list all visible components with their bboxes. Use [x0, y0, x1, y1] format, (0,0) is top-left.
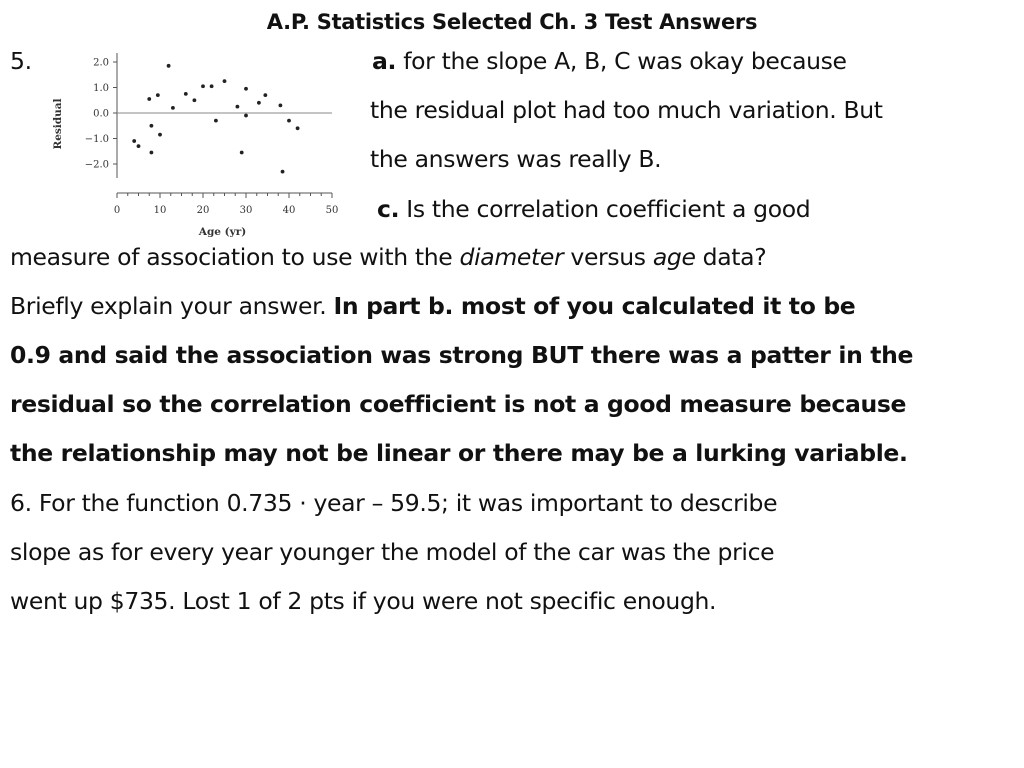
residual-plot: [40, 44, 355, 244]
y-axis-title: Residual: [52, 98, 64, 150]
part-a-line-3: the answers was really B.: [370, 145, 662, 173]
part-a-line-1: [372, 46, 847, 76]
answer-bold-line-2: residual so the correlation coefficient is not a good measure because: [10, 390, 907, 418]
data-point: [156, 93, 160, 97]
data-point: [236, 105, 240, 109]
question-6-line-3: went up $735. Lost 1 of 2 pts if you were not specific enough.: [10, 587, 717, 615]
data-point: [167, 64, 171, 68]
part-c-line-2: [10, 242, 766, 272]
part-c-line-1: [377, 194, 810, 224]
data-point: [214, 119, 218, 123]
data-point: [193, 98, 197, 102]
y-tick-label: −1.0: [84, 134, 109, 145]
part-c-text-3a: Briefly explain your answer.: [10, 292, 334, 320]
data-point: [184, 92, 188, 96]
page-title: A.P. Statistics Selected Ch. 3 Test Answers: [266, 10, 758, 34]
y-tick-label: −2.0: [84, 159, 109, 171]
question-6-line-2: slope as for every year younger the model of the car was the price: [10, 538, 775, 566]
data-point: [244, 87, 248, 91]
data-point: [201, 84, 205, 88]
data-point: [240, 151, 244, 155]
answer-bold-line-1: 0.9 and said the association was strong BUT there was a patter in the: [10, 341, 914, 369]
part-c-text-2a: measure of association to use with the: [10, 243, 460, 271]
data-point: [296, 126, 300, 130]
data-point: [257, 101, 261, 105]
data-point: [244, 114, 248, 118]
part-c-text-3b: In part b. most of you calculated it to be: [333, 292, 856, 320]
part-a-label: a.: [372, 47, 397, 75]
data-point: [210, 84, 214, 88]
x-tick-label: 10: [153, 205, 167, 216]
data-point: [147, 97, 151, 101]
x-tick-label: 0: [113, 205, 121, 216]
part-c-text-2b: versus: [563, 243, 653, 271]
y-tick-label: 1.0: [93, 83, 109, 94]
data-point: [150, 124, 154, 128]
data-point: [223, 79, 227, 83]
part-c-line-3: [10, 291, 855, 321]
x-axis-title: Age (yr): [198, 226, 247, 238]
data-point: [137, 144, 141, 148]
y-tick-label: 0.0: [93, 108, 109, 120]
answer-bold-line-3: the relationship may not be linear or there may be a lurking variable.: [10, 439, 908, 467]
data-point: [171, 106, 175, 110]
part-c-text-2c: data?: [695, 243, 767, 271]
data-point: [287, 119, 291, 123]
part-a-text-1: for the slope A, B, C was okay because: [396, 47, 847, 75]
part-c-label: c.: [377, 195, 400, 223]
data-point: [263, 93, 267, 97]
data-point: [279, 103, 283, 107]
x-tick-label: 50: [325, 205, 339, 216]
data-point: [281, 170, 285, 174]
age-term: age: [652, 243, 696, 271]
question-6-line-1: 6. For the function 0.735 · year – 59.5; it was important to describe: [10, 489, 778, 517]
part-a-line-2: the residual plot had too much variation. But: [370, 96, 883, 124]
question-5-number: 5.: [10, 47, 32, 75]
x-tick-label: 30: [239, 205, 253, 216]
data-point: [150, 151, 154, 155]
y-tick-label: 2.0: [93, 57, 109, 69]
data-point: [132, 139, 136, 143]
diameter-term: diameter: [459, 243, 564, 271]
data-point: [158, 133, 162, 137]
part-c-text-1: Is the correlation coefficient a good: [399, 195, 811, 223]
x-tick-label: 20: [196, 205, 210, 216]
x-tick-label: 40: [282, 205, 296, 216]
